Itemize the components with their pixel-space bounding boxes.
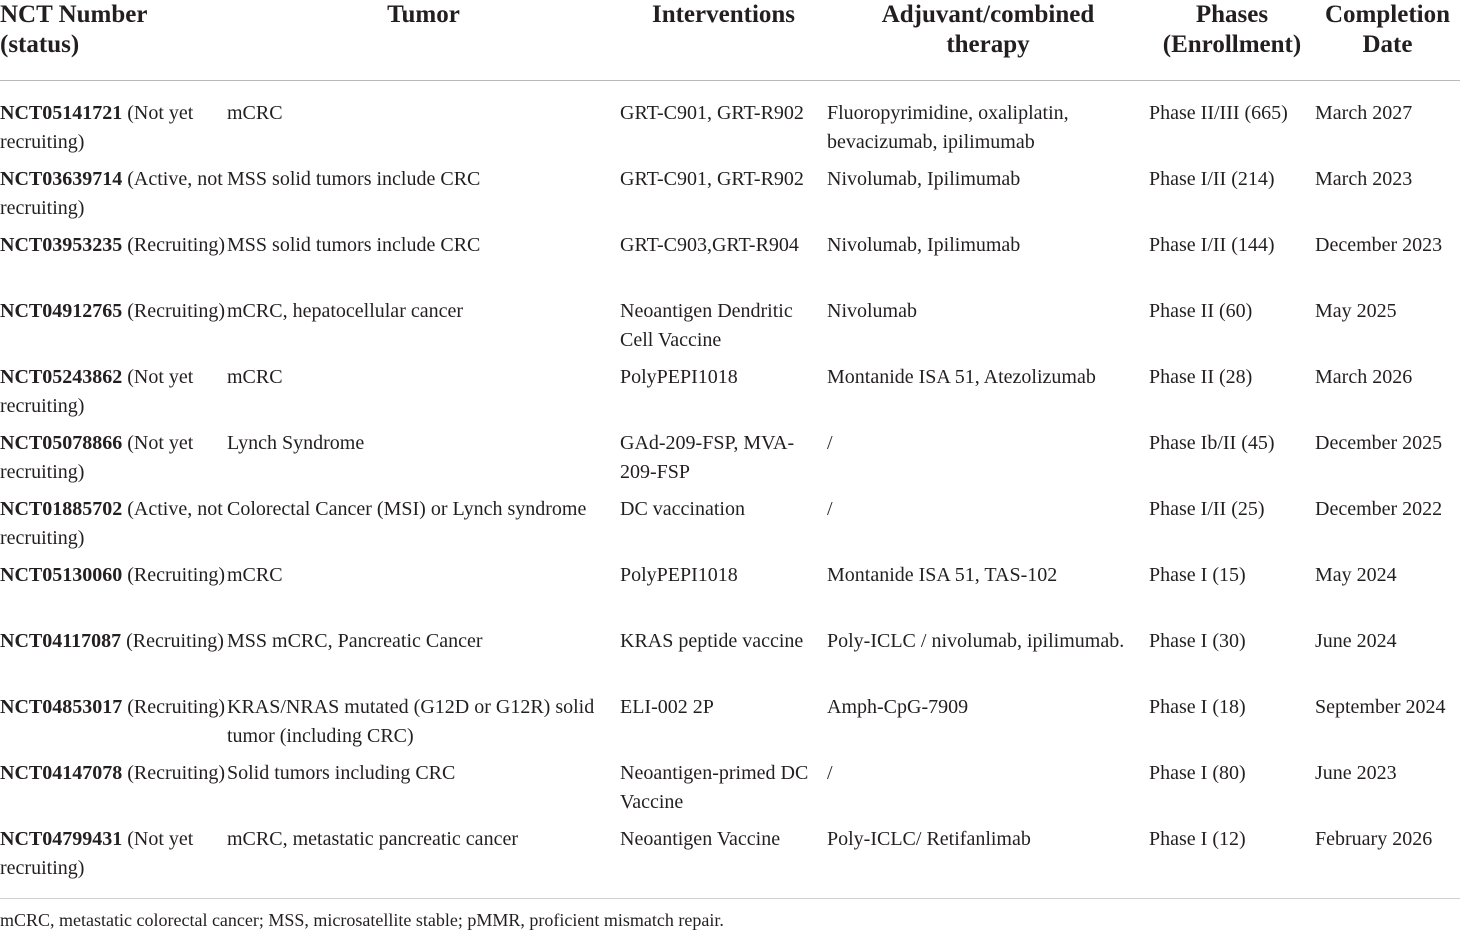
header-line: Phases: [1195, 1, 1269, 28]
cell-interventions: KRAS peptide vaccine: [620, 630, 804, 652]
cell-nct-status: [0, 297, 227, 363]
table-row: [0, 759, 1460, 825]
header-nct-number: [0, 0, 227, 81]
trial-status: (Recruiting): [127, 300, 225, 322]
header-tumor: [227, 0, 620, 81]
header-line: Date: [1362, 31, 1413, 58]
header-line: therapy: [946, 31, 1030, 58]
trial-status: (Active, not recruiting): [0, 498, 223, 549]
cell-tumor: mCRC: [227, 564, 283, 586]
cell-tumor: mCRC, hepatocellular cancer: [227, 300, 464, 322]
table-row: [0, 693, 1460, 759]
header-completion-date: [1315, 0, 1460, 81]
cell-phase-enrollment: Phase I (30): [1149, 630, 1246, 652]
cell-nct-status: [0, 627, 227, 693]
cell-phase-enrollment: Phase I/II (144): [1149, 234, 1275, 256]
trial-status: (Active, not recruiting): [0, 168, 223, 219]
cell-tumor: mCRC: [227, 102, 283, 124]
trial-status: (Not yet recruiting): [0, 828, 194, 879]
cell-tumor: MSS solid tumors include CRC: [227, 234, 481, 256]
cell-completion-date: March 2026: [1315, 366, 1413, 388]
cell-interventions: GRT-C901, GRT-R902: [620, 168, 804, 190]
cell-interventions: Neoantigen-primed DC Vaccine: [620, 762, 809, 813]
cell-phase-enrollment: Phase I (80): [1149, 762, 1246, 784]
cell-tumor: mCRC, metastatic pancreatic cancer: [227, 828, 518, 850]
table-row: [0, 165, 1460, 231]
cell-nct-status: [0, 429, 227, 495]
cell-nct-status: [0, 363, 227, 429]
cell-phase-enrollment: Phase I/II (214): [1149, 168, 1275, 190]
header-line: Completion: [1325, 1, 1450, 28]
cell-completion-date: May 2025: [1315, 300, 1397, 322]
cell-nct-status: [0, 495, 227, 561]
cell-adjuvant-therapy: Poly-ICLC / nivolumab, ipilimumab.: [827, 630, 1125, 652]
cell-nct-status: [0, 231, 227, 297]
header-line: Adjuvant/combined: [881, 1, 1095, 28]
cell-tumor: KRAS/NRAS mutated (G12D or G12R) solid tumor (including CRC): [227, 696, 595, 747]
cell-tumor: MSS mCRC, Pancreatic Cancer: [227, 630, 483, 652]
table-header: [0, 0, 1460, 81]
trial-status: (Not yet recruiting): [0, 366, 194, 417]
cell-adjuvant-therapy: Nivolumab, Ipilimumab: [827, 234, 1021, 256]
cell-interventions: Neoantigen Vaccine: [620, 828, 781, 850]
table-row: [0, 297, 1460, 363]
cell-phase-enrollment: Phase II/III (665): [1149, 102, 1288, 124]
cell-completion-date: December 2022: [1315, 498, 1443, 520]
nct-number: NCT04912765: [0, 300, 123, 322]
cell-interventions: GAd-209-FSP, MVA-209-FSP: [620, 432, 795, 483]
trial-status: (Recruiting): [127, 762, 225, 784]
cell-nct-status: [0, 825, 227, 901]
table-row: [0, 825, 1460, 901]
cell-phase-enrollment: Phase II (28): [1149, 366, 1253, 388]
cell-adjuvant-therapy: /: [827, 432, 833, 454]
cell-tumor: mCRC: [227, 366, 283, 388]
table-row: [0, 231, 1460, 297]
table-row: [0, 429, 1460, 495]
nct-number: NCT05130060: [0, 564, 123, 586]
cell-phase-enrollment: Phase Ib/II (45): [1149, 432, 1275, 454]
cell-interventions: PolyPEPI1018: [620, 366, 738, 388]
nct-number: NCT03639714: [0, 168, 123, 190]
cell-nct-status: [0, 165, 227, 231]
header-row: [0, 0, 1460, 81]
cell-completion-date: March 2027: [1315, 102, 1413, 124]
nct-number: NCT04117087: [0, 630, 122, 652]
cell-adjuvant-therapy: Poly-ICLC/ Retifanlimab: [827, 828, 1031, 850]
nct-number: NCT04147078: [0, 762, 123, 784]
trial-status: (Recruiting): [127, 234, 225, 256]
cell-adjuvant-therapy: Nivolumab: [827, 300, 917, 322]
cell-adjuvant-therapy: Fluoropyrimidine, oxaliplatin, bevacizumab, ipilimumab: [827, 102, 1069, 153]
cell-adjuvant-therapy: Montanide ISA 51, TAS-102: [827, 564, 1058, 586]
cell-completion-date: March 2023: [1315, 168, 1413, 190]
trial-status: (Not yet recruiting): [0, 102, 194, 153]
cell-interventions: Neoantigen Dendritic Cell Vaccine: [620, 300, 793, 351]
trial-status: (Recruiting): [126, 630, 224, 652]
cell-phase-enrollment: Phase I (18): [1149, 696, 1246, 718]
nct-number: NCT05243862: [0, 366, 123, 388]
cell-phase-enrollment: Phase II (60): [1149, 300, 1253, 322]
table-row: [0, 81, 1460, 166]
nct-number: NCT04799431: [0, 828, 123, 850]
cell-adjuvant-therapy: Nivolumab, Ipilimumab: [827, 168, 1021, 190]
cell-completion-date: December 2023: [1315, 234, 1443, 256]
header-adjuvant-therapy: [827, 0, 1149, 81]
cell-completion-date: May 2024: [1315, 564, 1397, 586]
cell-adjuvant-therapy: /: [827, 762, 833, 784]
table-row: [0, 363, 1460, 429]
cell-completion-date: June 2024: [1315, 630, 1397, 652]
header-line: Interventions: [651, 1, 796, 28]
cell-tumor: Colorectal Cancer (MSI) or Lynch syndrome: [227, 498, 587, 520]
trial-status: (Recruiting): [127, 564, 225, 586]
cell-completion-date: June 2023: [1315, 762, 1397, 784]
cell-phase-enrollment: Phase I/II (25): [1149, 498, 1265, 520]
cell-completion-date: February 2026: [1315, 828, 1433, 850]
nct-number: NCT01885702: [0, 498, 123, 520]
cell-tumor: Lynch Syndrome: [227, 432, 365, 454]
cell-adjuvant-therapy: Montanide ISA 51, Atezolizumab: [827, 366, 1096, 388]
cell-adjuvant-therapy: /: [827, 498, 833, 520]
cell-interventions: ELI-002 2P: [620, 696, 714, 718]
header-line: (status): [0, 31, 80, 58]
table-row: [0, 561, 1460, 627]
cell-interventions: DC vaccination: [620, 498, 745, 520]
nct-number: NCT05078866: [0, 432, 123, 454]
nct-number: NCT04853017: [0, 696, 123, 718]
header-line: Tumor: [387, 1, 460, 28]
header-line: NCT Number: [0, 1, 148, 28]
nct-number: NCT03953235: [0, 234, 123, 256]
cell-adjuvant-therapy: Amph-CpG-7909: [827, 696, 969, 718]
cell-completion-date: December 2025: [1315, 432, 1443, 454]
cell-interventions: GRT-C903,GRT-R904: [620, 234, 799, 256]
table-row: [0, 627, 1460, 693]
cell-phase-enrollment: Phase I (15): [1149, 564, 1246, 586]
cell-phase-enrollment: Phase I (12): [1149, 828, 1246, 850]
nct-number: NCT05141721: [0, 102, 123, 124]
header-line: (Enrollment): [1162, 31, 1302, 58]
header-phases: [1149, 0, 1315, 81]
cell-tumor: Solid tumors including CRC: [227, 762, 456, 784]
cell-nct-status: [0, 759, 227, 825]
cell-completion-date: September 2024: [1315, 696, 1446, 718]
trial-status: (Not yet recruiting): [0, 432, 194, 483]
trial-status: (Recruiting): [127, 696, 225, 718]
cell-nct-status: [0, 81, 227, 166]
table-row: [0, 495, 1460, 561]
table-body: [0, 81, 1460, 902]
cell-nct-status: [0, 693, 227, 759]
cell-tumor: MSS solid tumors include CRC: [227, 168, 481, 190]
header-interventions: [620, 0, 827, 81]
cell-interventions: GRT-C901, GRT-R902: [620, 102, 804, 124]
cell-nct-status: [0, 561, 227, 627]
cell-interventions: PolyPEPI1018: [620, 564, 738, 586]
table-footnote: mCRC, metastatic colorectal cancer; MSS, microsatellite stable; pMMR, proficient mismatch repair.: [0, 898, 1460, 933]
